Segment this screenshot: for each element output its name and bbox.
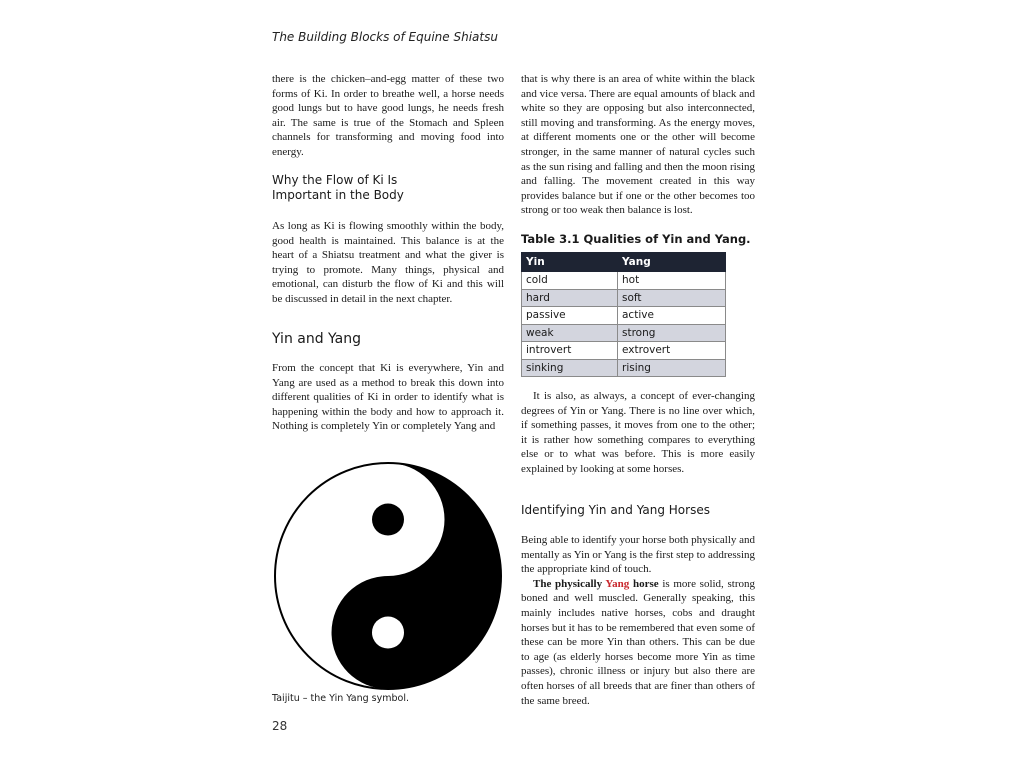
yang-horse-description: is more solid, strong boned and well muscled. Generally speaking, this mainly includes native horses, cobs and draught horses but it has to be remembered that even some of these can be more Yin than others. This can be due to age (as elderly horses become more Yin as time passes), chronic illness or injury but also there are often horses of all breeds that are finer than others of the same breed. [521,577,756,707]
heading-flow-of-ki [272,173,404,203]
yinyang-section [272,361,504,434]
running-head: The Building Blocks of Equine Shiatsu [272,30,498,44]
table-cell-yang: soft [618,289,726,307]
left-column [272,72,504,160]
degrees-section [521,389,755,477]
heading-flow-line-2: Important in the Body [272,188,404,202]
taiji-black-dot [372,504,404,536]
table-cell-yin: sinking [522,359,618,377]
table-cell-yin: weak [522,324,618,342]
paragraph-degrees: It is also, as always, a concept of ever-changing degrees of Yin or Yang. There is no line over which, if something passes, it moves from one to the other; it is rather how something compares to everything else or to what was before. This is more easily explained by looking at some horses. [521,390,755,475]
right-column [521,72,755,218]
yang-horse-lead [533,578,659,590]
page-number: 28 [272,719,288,733]
flow-section [272,219,504,307]
table-row [522,359,726,377]
paragraph-balance: that is why there is an area of white within the black and vice versa. There are equal amounts of black and white so they are opposing but also interconnected, still moving and transforming. As the energy moves, at different moments one or the other will become stronger, in the same manner of natural cycles such as the sun rising and falling and then the moon rising and falling. The movement created in this way provides balance but if one or the other becomes too strong or too weak then balance is lost. [521,73,755,217]
paragraph-yin-yang-concept: From the concept that Ki is everywhere, Yin and Yang are used as a method to break this down into different qualities of Ki in order to identify what is happening within the body and how to approach it. Nothing is completely Yin or completely Yang and [272,362,504,433]
yin-yang-symbol [273,461,503,691]
table-cell-yin: introvert [522,342,618,360]
table-cell-yang: hot [618,272,726,290]
table-cell-yang: rising [618,359,726,377]
table-caption: Table 3.1 Qualities of Yin and Yang. [521,232,751,246]
figure-caption: Taijitu – the Yin Yang symbol. [272,693,409,704]
table-cell-yin: passive [522,307,618,325]
taiji-white-dot [372,617,404,649]
table-cell-yang: active [618,307,726,325]
paragraph-flow-of-ki: As long as Ki is flowing smoothly within the body, good health is maintained. This balance is at the heart of a Shiatsu treatment and what the giver is trying to promote. Many things, physical and emotional, can disturb the flow of Ki and this will be discussed in detail in the next chapter. [272,220,504,305]
heading-identifying-horses: Identifying Yin and Yang Horses [521,503,710,517]
paragraph-ki-forms: there is the chicken–and-egg matter of these two forms of Ki. In order to breathe well, a horse needs good lungs but to have good lungs, he needs fresh air. The same is true of the Stomach and Spleen channels for transforming and moving food into energy. [272,73,504,158]
paragraph-identify: Being able to identify your horse both physically and mentally as Yin or Yang is the first step to addressing the appropriate kind of touch. [521,534,756,576]
table-row [522,307,726,325]
identify-section [521,533,755,708]
yang-horse-lead-start: The physically [533,577,606,590]
table-header-yang: Yang [618,253,726,272]
table-cell-yin: cold [522,272,618,290]
qualities-table [521,252,726,377]
table-cell-yang: strong [618,324,726,342]
heading-yin-and-yang: Yin and Yang [272,331,362,347]
table-cell-yang: extrovert [618,342,726,360]
table-row [522,342,726,360]
yang-horse-lead-end: horse [629,577,659,590]
table-cell-yin: hard [522,289,618,307]
heading-flow-line-1: Why the Flow of Ki Is [272,173,398,187]
table-row [522,324,726,342]
table-row [522,272,726,290]
table-row [522,289,726,307]
yang-highlight: Yang [605,577,630,590]
table-header-row [522,253,726,272]
paragraph-yang-horse [521,577,755,708]
table-header-yin: Yin [522,253,618,272]
